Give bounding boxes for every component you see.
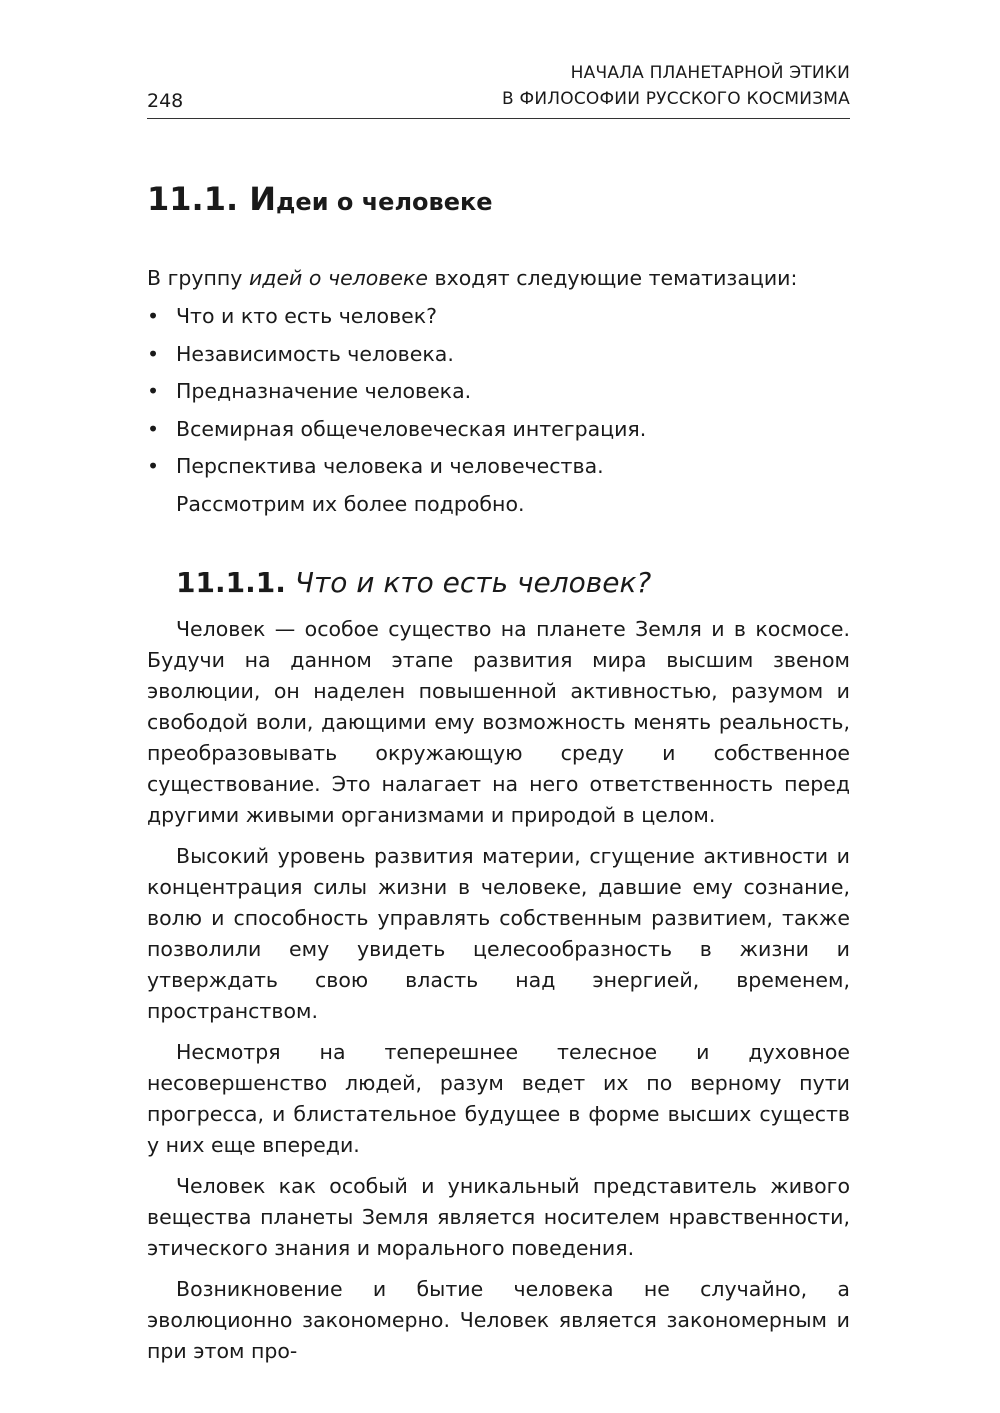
page-number: 248 xyxy=(147,90,184,112)
body-paragraph: Высокий уровень развития материи, сгущение активности и концентрация силы жизни в человеке, давшие ему сознание, волю и способность управлять собственным развитием, также позволили ему увидеть целесообразность в жизни и утверждать свою власть над энергией, временем, пространством. xyxy=(147,843,850,1023)
topic-text: Всемирная общечеловеческая интеграция. xyxy=(176,416,647,441)
topic-text: Что и кто есть человек? xyxy=(176,304,438,328)
body-paragraph: Возникновение и бытие человека не случайно, а эволюционно закономерно. Человек является закономерным и при этом про- xyxy=(147,1276,850,1363)
body-paragraph: Человек — особое существо на планете Земля и в космосе. Будучи на данном этапе развития мира высшим звеном эволюции, он наделен повышенной активностью, разумом и свободой воли, дающими ему возможность менять реальность, преобразовывать окружающую среду и собственное существование. Это налагает на него ответственность перед другими живыми организмами и природой в целом. xyxy=(147,616,850,827)
subsection-title xyxy=(176,566,850,600)
topic-text: Перспектива человека и человечества. xyxy=(176,454,604,478)
topic-list-item xyxy=(147,338,850,370)
section-title-initial: И xyxy=(249,180,277,218)
bullet-icon: • xyxy=(147,341,160,366)
subsection-title-text: Что и кто есть человек? xyxy=(294,565,652,599)
bullet-icon: • xyxy=(147,304,160,328)
intro-prefix: В группу xyxy=(147,266,249,290)
topic-list-item xyxy=(147,300,850,332)
running-title-line-1: НАЧАЛА ПЛАНЕТАРНОЙ ЭТИКИ xyxy=(570,63,850,83)
page-body xyxy=(147,262,850,1367)
subsection-number: 11.1.1. xyxy=(176,565,286,599)
running-title-line-2: В ФИЛОСОФИИ РУССКОГО КОСМИЗМА xyxy=(502,89,850,109)
body-paragraph: Человек как особый и уникальный представитель живого вещества планеты Земля является носителем нравственности, этического знания и морального поведения. xyxy=(147,1173,850,1260)
topic-text: Независимость человека. xyxy=(176,341,454,366)
bullet-icon: • xyxy=(147,379,160,403)
intro-paragraph xyxy=(147,262,850,294)
section-number: 11.1. xyxy=(147,180,239,218)
topic-list-item xyxy=(147,375,850,407)
topic-list-item xyxy=(147,450,850,482)
intro-suffix: входят следующие тематизации: xyxy=(428,266,798,290)
after-list-text: Рассмотрим их более подробно. xyxy=(176,491,525,516)
intro-emphasis: идей о человеке xyxy=(248,266,429,290)
body-paragraph: Несмотря на теперешнее телесное и духовное несовершенство людей, разум ведет их по верному пути прогресса, и блистательное будущее в форме высших существ у них еще впереди. xyxy=(147,1039,850,1157)
page-header xyxy=(147,62,850,119)
bullet-icon: • xyxy=(147,454,160,478)
topic-list-item xyxy=(147,413,850,445)
topic-list xyxy=(147,300,850,482)
section-title xyxy=(147,180,493,218)
topic-text: Предназначение человека. xyxy=(176,379,472,403)
bullet-icon: • xyxy=(147,416,160,441)
running-title xyxy=(502,60,850,112)
section-title-rest: деи о человеке xyxy=(276,188,493,216)
